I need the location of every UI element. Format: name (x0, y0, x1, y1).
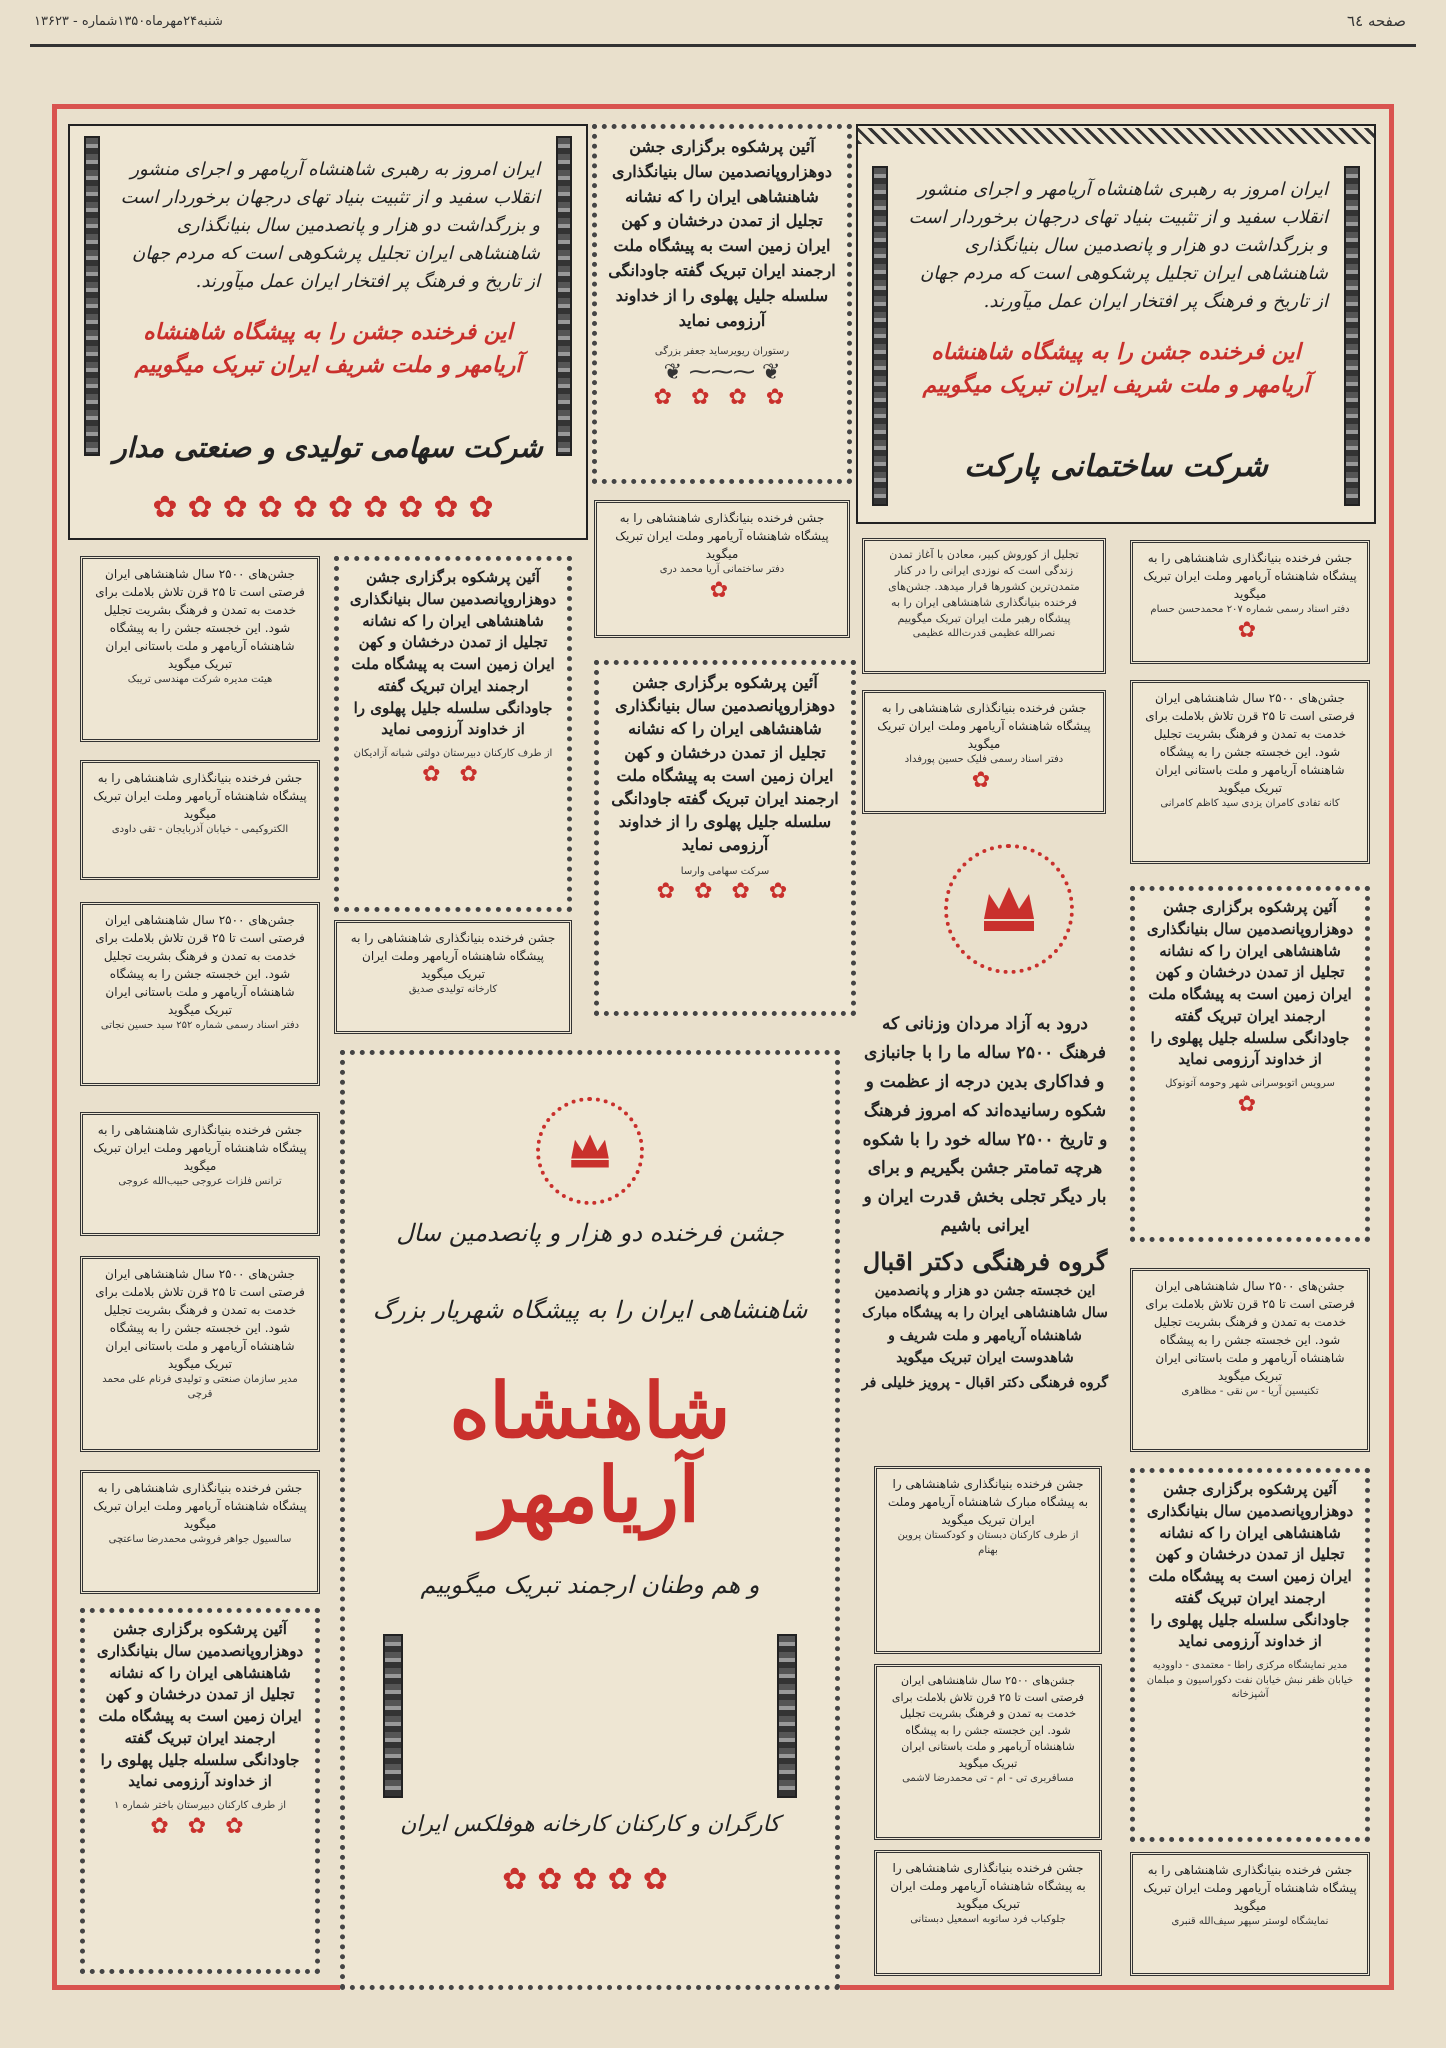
ad-body: جشن‌های ۲۵۰۰ سال شاهنشاهی ایران فرصتی است تا ۲۵ قرن تلاش بلاملت برای خدمت به تمدن و فرهنگ بشریت تجلیل شود. این خجسته جشن را به پیشگاه شاهنشاه آریامهر و ملت باستانی ایران تبریک میگوید (1145, 1279, 1355, 1383)
ad-body: جشن فرخنده بنیانگذاری شاهنشاهی را به پیشگاه شاهنشاه آریامهر وملت ایران تبریک میگوید (890, 1861, 1086, 1911)
ad-body: آئین پرشکوه برگزاری جشن دوهزاروپانصدمین سال بنیانگذاری شاهنشاهی ایران را که نشانه تجلیل از تمدن درخشان و کهن ایران زمین است به پیشگاه ملت ارجمند ایران تبریک گفته جاودانگی سلسله جلیل پهلوی را از خداوند آرزومی نماید (1146, 1480, 1354, 1651)
ad-body: جشن‌های ۲۵۰۰ سال شاهنشاهی ایران فرصتی است تا ۲۵ قرن تلاش بلاملت برای خدمت به تمدن و فرهنگ بشریت تجلیل شود. این خجسته جشن را به پیشگاه شاهنشاه آریامهر و ملت باستانی ایران تبریک میگوید (95, 567, 305, 671)
ad-celebration-4 (1130, 886, 1370, 1242)
ad-signature: جلوکباب فرد ساتوبه اسمعیل دبستانی (910, 1914, 1066, 1925)
ad-celebration-2 (594, 660, 856, 1016)
persepolis-column-icon (777, 1634, 797, 1798)
ad-body: جشن فرخنده بنیانگذاری شاهنشاهی را به پیشگاه شاهنشاه آریامهر وملت ایران تبریک میگوید (1143, 551, 1357, 601)
flower-ornament-icon: ✿ ✿ ✿ ✿ (653, 384, 791, 410)
persepolis-column-icon (1344, 166, 1360, 506)
ad-short-5 (334, 920, 572, 1034)
ad-signature: از طرف کارکنان دبیرستان دولتی شبانه آزادیکان (353, 748, 553, 759)
greeting-line-2: شاهنشاهی ایران را به پیشگاه شهریار بزرگ (372, 1296, 808, 1325)
ad-body: درود به آزاد مردان وزنانی که فرهنگ ۲۵۰۰ ساله ما را با جانبازی و فداکاری بدین درجه از عظمت و شکوه رسانیده‌اند که امروز فرهنگ و تاریخ ۲۵۰۰ ساله خود را با شکوه هرچه تمامتر جشن بگیریم و برای بار دیگر تجلی بخش قدرت ایران و ایرانی باشیم (862, 1014, 1108, 1237)
ad-body: جشن‌های ۲۵۰۰ سال شاهنشاهی ایران فرصتی است تا ۲۵ قرن تلاش بلاملت برای خدمت به تمدن و فرهنگ بشریت تجلیل شود. این خجسته جشن را به پیشگاه شاهنشاه آریامهر و ملت باستانی ایران تبریک میگوید (1145, 691, 1355, 795)
flower-ornament-icon: ✿✿✿✿✿ (502, 1861, 678, 1897)
ad-signature: از طرف کارکنان دبیرستان باختر شماره ١ (113, 1800, 287, 1811)
flower-ornament-icon: ✿ (709, 577, 735, 603)
ad-top-right (856, 124, 1376, 524)
ad-short-6 (80, 1112, 320, 1236)
ad-signature: کارخانه تولیدی صدیق (408, 984, 498, 995)
flower-ornament-icon: ✿ (1237, 617, 1263, 643)
flower-ornament-icon: ✿ (971, 767, 997, 793)
ad-body: جشن‌های ۲۵۰۰ سال شاهنشاهی ایران فرصتی است تا ۲۵ قرن تلاش بلاملت برای خدمت به تمدن و فرهنگ بشریت تجلیل شود. این خجسته جشن را به پیشگاه شاهنشاه آریامهر و ملت باستانی ایران تبریک میگوید (95, 913, 305, 1017)
ad-wish: این فرخنده جشن را به پیشگاه شاهنشاه آریامهر و ملت شریف ایران تبریک میگوییم (922, 339, 1310, 398)
ad-body: آئین پرشکوه برگزاری جشن دوهزاروپانصدمین سال بنیانگذاری شاهنشاهی ایران را که نشانه تجلیل از تمدن درخشان و کهن ایران زمین است به پیشگاه ملت ارجمند ایران تبریک گفته جاودانگی سلسله جلیل پهلوی را از خداوند آرزومی نماید (96, 1620, 304, 1791)
header-rule (30, 44, 1416, 47)
pahlavi-crown-emblem-icon (536, 1097, 644, 1205)
ad-signature: نصرالله عظیمی قدرت‌الله عظیمی (912, 627, 1056, 639)
ad-body: جشن فرخنده بنیانگذاری شاهنشاهی را به پیشگاه شاهنشاه آریامهر وملت ایران تبریک میگوید (877, 701, 1091, 751)
ad-wish: این خجسته جشن دو هزار و پانصدمین سال شاهنشاهی ایران را به پیشگاه مبارک شاهنشاه آریامهر و ملت شریف و شاهدوست ایران تبریک میگوید (862, 1282, 1108, 1367)
flower-ornament-icon: ✿ ✿ ✿ ✿ (656, 879, 794, 904)
persepolis-column-icon (872, 166, 888, 506)
ad-culture-group (860, 1010, 1110, 1450)
ad-anniversary-6 (874, 1664, 1102, 1840)
ad-celebration-1 (592, 124, 852, 484)
company-name: شرکت سهامی تولیدی و صنعتی مدار (113, 431, 543, 464)
ad-body: آئین پرشکوه برگزاری جشن دوهزاروپانصدمین سال بنیانگذاری شاهنشاهی ایران را که نشانه تجلیل از تمدن درخشان و کهن ایران زمین است به پیشگاه ملت ارجمند ایران تبریک گفته جاودانگی سلسله جلیل پهلوی را از خداوند آرزومی نماید (349, 568, 557, 739)
ad-body: جشن‌های ۲۵۰۰ سال شاهنشاهی ایران فرصتی است تا ۲۵ قرن تلاش بلاملت برای خدمت به تمدن و فرهنگ بشریت تجلیل شود. این خجسته جشن را به پیشگاه شاهنشاه آریامهر و ملت باستانی ایران تبریک میگوید (95, 1267, 305, 1371)
crown-emblem-graphic (560, 1121, 620, 1181)
ad-signature: هیئت مدیره شرکت مهندسی تریبک (127, 674, 273, 685)
ad-tribute (862, 538, 1106, 674)
ad-signature: رستوران ریویرساید جعفر بزرگی (654, 346, 790, 358)
ad-signature: مدیر سازمان صنعتی و تولیدی فرنام علی محمد قرچی (102, 1374, 298, 1400)
ad-body: آئین پرشکوه برگزاری جشن دوهزاروپانصدمین سال بنیانگذاری شاهنشاهی ایران را که نشانه تجلیل از تمدن درخشان و کهن ایران زمین است به پیشگاه ملت ارجمند ایران تبریک گفته جاودانگی سلسله جلیل پهلوی را از خداوند آرزومی نماید (608, 137, 836, 330)
flower-ornament-icon: ✿✿✿✿✿✿✿✿✿✿ (152, 490, 504, 525)
ad-signature: کانه تفادی کامران یزدی سید کاظم کامرانی (1160, 798, 1340, 809)
ad-signature: کارگران و کارکنان کارخانه هوفلکس ایران (400, 1811, 780, 1837)
ad-celebration-6 (80, 1608, 320, 1974)
ad-signature: دفتر اسناد رسمی شماره ۲۰۷ محمدحسن حسام (1150, 604, 1350, 615)
ad-short-1 (594, 500, 850, 638)
company-name: شرکت ساختمانی پارکت (964, 449, 1268, 484)
ad-short-9 (1130, 1852, 1370, 1976)
ad-short-3 (862, 690, 1106, 814)
crown-emblem-graphic (969, 869, 1049, 949)
zigzag-border (858, 128, 1374, 144)
flower-ornament-icon: ✿ ✿ (422, 761, 484, 787)
ribbon-bow-icon: ❦ ⁓⁓⁓ ❦ (663, 359, 781, 385)
ad-signature: سرکت سهامی وارسا (680, 865, 770, 877)
ad-body: جشن فرخنده بنیانگذاری شاهنشاهی را به پیشگاه مبارک شاهنشاه آریامهر وملت ایران تبریک میگوید (887, 1477, 1089, 1527)
ad-anniversary-2 (1130, 680, 1370, 864)
ad-short-4 (80, 760, 320, 880)
ad-top-left (68, 124, 588, 540)
ad-signature: الکتروکیمی - خیابان آذربایجان - تقی داودی (111, 824, 289, 835)
persepolis-column-icon (84, 136, 100, 456)
ad-signature: دفتر اسناد رسمی فلیک حسین پورفداد (904, 754, 1064, 765)
ad-signature: دفتر ساختمانی آریا محمد دری (659, 564, 785, 575)
page-number: صفحه ٦٤ (1347, 12, 1406, 30)
ad-anniversary-5 (1130, 1268, 1370, 1452)
ad-signature: سرویس اتوبوسرانی شهر وحومه آتونوکل (1165, 1078, 1335, 1089)
ad-body: جشن فرخنده بنیانگذاری شاهنشاهی را به پیشگاه شاهنشاه آریامهر وملت ایران تبریک میگوید (93, 771, 307, 821)
ad-body: جشن فرخنده بنیانگذاری شاهنشاهی را به پیشگاه شاهنشاه آریامهر وملت ایران تبریک میگوید (93, 1481, 307, 1531)
greeting-line-3: و هم وطنان ارجمند تبریک میگوییم (420, 1570, 760, 1599)
ad-signature: دفتر اسناد رسمی شماره ۲۵۲ سید حسین نجاتی (100, 1020, 300, 1031)
pahlavi-crown-emblem-icon (944, 844, 1074, 974)
greeting-line-1: جشن فرخنده دو هزار و پانصدمین سال (396, 1219, 784, 1247)
ad-anniversary-4 (80, 1256, 320, 1452)
greeting-title: شاهنشاه آریامهر (449, 1366, 731, 1539)
flower-ornament-icon: ✿ ✿ ✿ (150, 1813, 250, 1839)
ad-signature: گروه فرهنگی دکتر اقبال - پرویز خلیلی فر (861, 1375, 1109, 1392)
ad-anniversary-3 (80, 902, 320, 1086)
ad-short-7 (80, 1470, 320, 1594)
ad-mubarak (874, 1466, 1102, 1654)
persepolis-column-icon (556, 136, 572, 456)
ad-body: جشن‌های ۲۵۰۰ سال شاهنشاهی ایران فرصتی است تا ۲۵ قرن تلاش بلاملت برای خدمت به تمدن و فرهنگ بشریت تجلیل شود. این خجسته جشن را به پیشگاه شاهنشاه آریامهر و ملت باستانی ایران تبریک میگوید (891, 1674, 1085, 1770)
persepolis-column-icon (383, 1634, 403, 1798)
ad-signature: نمایشگاه لوستر سپهر سیف‌الله قنبری (1171, 1916, 1329, 1927)
ad-body: آئین پرشکوه برگزاری جشن دوهزاروپانصدمین سال بنیانگذاری شاهنشاهی ایران را که نشانه تجلیل از تمدن درخشان و کهن ایران زمین است به پیشگاه ملت ارجمند ایران تبریک گفته جاودانگی سلسله جلیل پهلوی را از خداوند آرزومی نماید (611, 673, 839, 855)
ad-short-8 (874, 1850, 1102, 1976)
ad-signature: تکنیسین آریا - س نقی - مظاهری (1181, 1386, 1319, 1397)
flower-ornament-icon: ✿ (1237, 1091, 1263, 1117)
ad-anniversary-1 (80, 556, 320, 742)
ad-center-greeting (340, 1050, 840, 1990)
ad-short-2 (1130, 540, 1370, 664)
ad-wish: این فرخنده جشن را به پیشگاه شاهنشاه آریامهر و ملت شریف ایران تبریک میگوییم (134, 319, 522, 378)
ad-celebration-3 (334, 556, 572, 912)
ad-signature: سالسیول جواهر فروشی محمدرضا ساعتچی (108, 1534, 292, 1545)
ad-body: جشن فرخنده بنیانگذاری شاهنشاهی را به پیشگاه شاهنشاه آریامهر وملت ایران تبریک میگوید (93, 1123, 307, 1173)
ad-celebration-5 (1130, 1468, 1370, 1842)
ad-signature: مدیر نمایشگاه مرکزی راطا - معتمدی - داوودیه خیابان ظفر نبش خیابان نفت دکوراسیون و مبلمان آشپزخانه (1146, 1660, 1354, 1700)
group-name: گروه فرهنگی دکتر اقبال (862, 1247, 1108, 1277)
ad-body: ایران امروز به رهبری شاهنشاه آریامهر و اجرای منشور انقلاب سفید و از تثبیت بنیاد تهای درجهان برخوردار است و بزرگداشت دو هزار و پانصدمین سال بنیانگذاری شاهنشاهی ایران تجلیل پرشکوهی است که مردم جهان از تاریخ و فرهنگ پر افتخار ایران عمل میآورند. (908, 179, 1328, 312)
ad-body: آئین پرشکوه برگزاری جشن دوهزاروپانصدمین سال بنیانگذاری شاهنشاهی ایران را که نشانه تجلیل از تمدن درخشان و کهن ایران زمین است به پیشگاه ملت ارجمند ایران تبریک گفته جاودانگی سلسله جلیل پهلوی را از خداوند آرزومی نماید (1146, 898, 1354, 1069)
ad-body: ایران امروز به رهبری شاهنشاه آریامهر و اجرای منشور انقلاب سفید و از تثبیت بنیاد تهای درجهان برخوردار است و بزرگداشت دو هزار و پانصدمین سال بنیانگذاری شاهنشاهی ایران تجلیل پرشکوهی است که مردم جهان از تاریخ و فرهنگ پر افتخار ایران عمل میآورند. (120, 159, 540, 292)
ad-signature: مسافربری تی - ام - تی محمدرضا لاشمی (902, 1773, 1074, 1784)
ad-body: جشن فرخنده بنیانگذاری شاهنشاهی را به پیشگاه شاهنشاه آریامهر وملت ایران تبریک میگوید (615, 511, 829, 561)
ad-body: تجلیل از کوروش کبیر، معادن با آغاز تمدن زندگی است که نوزدی ایرانی را در کنار متمدن‌ترین کشورها قرار میدهد. جشن‌های فرخنده بنیانگذاری شاهنشاهی ایران را به پیشگاه رهبر ملت ایران تبریک میگوییم (888, 548, 1080, 625)
ad-signature: از طرف کارکنان دبستان و کودکستان پروین بهنام (897, 1530, 1079, 1556)
ad-body: جشن فرخنده بنیانگذاری شاهنشاهی را به پیشگاه شاهنشاه آریامهر وملت ایران تبریک میگوید (350, 931, 556, 981)
ad-signature: ترانس فلزات عروجی حبیب‌الله عروجی (118, 1176, 282, 1187)
issue-date-line: شنبه۲۴مهرماه۱۳۵۰شماره - ۱۳۶۲۳ (34, 14, 223, 29)
ad-body: جشن فرخنده بنیانگذاری شاهنشاهی را به پیشگاه شاهنشاه آریامهر وملت ایران تبریک میگوید (1143, 1863, 1357, 1913)
